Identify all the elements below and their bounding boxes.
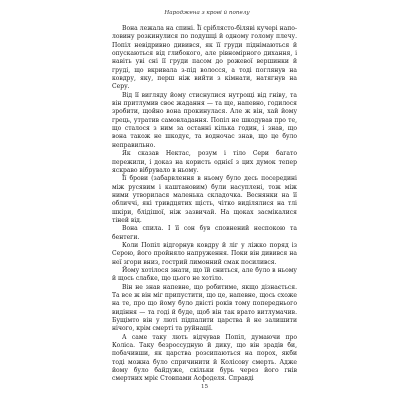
- paragraph: Як сказав Нектас, розум і тіло Сери багато пережили, і доказ на користь однієї з цих думок тепер яскраво вібрувало в ньому.: [112, 150, 297, 174]
- paragraph: Коли Попіл відгорнув ковдру й ліг у ліжко поряд із Серою, його пройняло напруження. Поки він дивився на неї згори вниз, гострий лимонний смак посилився.: [112, 241, 297, 266]
- body-text: [112, 25, 297, 384]
- paragraph: Вона спила. І її сон був сповнений неспокою та бентеги.: [112, 225, 297, 241]
- paragraph: Її брови (забарвлення в ньому було десь посередині між русявим і каштановим) були насуплені, тож між ними утворилася маленька складочка. Веснянки на її обличчі, які тривдцятих щість, чітко виділялися на тлі шкіри, блідішої, ніж зазвичай. На щоках засмікалися тіней від.: [112, 175, 297, 224]
- paragraph: Від її вигляду йому стиснулися нутрощі від гніву, та він притлумив своє жадання — та ще, напевно, годилося зробити, щойно вона прокинулася. Але ж він, хай йому грець, утратив самовладання. Попіл не шкодував про те, що сталося з ним за останні кілька годин, і знав, що вона також не шкодує, та водночас знав, що це було неправильно.: [112, 91, 297, 149]
- paragraph: Він не знав напевне, що робитиме, якщо дізнається. Та все ж він міг припустити, що це, напевне, щось схоже на те, про що йому було двісті років тому попереднього видіння — та годі й буде, щоб він так врато витлумачив. Бущімто він у люті підпалити царства й не залишити нічого, крім смерті та руйнації.: [112, 283, 297, 333]
- paragraph: А саме таку лють відчував Попіл, думаючи про Коліса. Таку безроссудную й дику, що він зрадів би, побачивши, як царства розсипаються на порох, якби тоді можна було спричинити й Колісову смерть. Адже йому було байдуже, скільки бурь через його гнів смертних мріє Стовпами Асфоделя. Справді: [112, 333, 297, 383]
- paragraph: Вона лежала на спині. Її сріблясто-біляві кучері наполовину розкинулися по подушці й одному голому плечу. Попіл невідривно дивився, як її груди піднімаються й опускаються від глибокого, але рівномірного дихання, і навіть уві сні її груди пасом до рожевої вершинки й груді, що вкривала з-під волосся, а тоді поглянув на ковдру, яку, перш ніж вийти з кімнати, натягнув на Серу.: [112, 25, 297, 91]
- paragraph: Йому хотілося знати, що їй сниться, але було в ньому й щось слабке, що цього не хотіло.: [112, 266, 297, 283]
- running-header: Народжена з крові й попелу: [164, 10, 250, 16]
- page-number: 15: [200, 384, 209, 390]
